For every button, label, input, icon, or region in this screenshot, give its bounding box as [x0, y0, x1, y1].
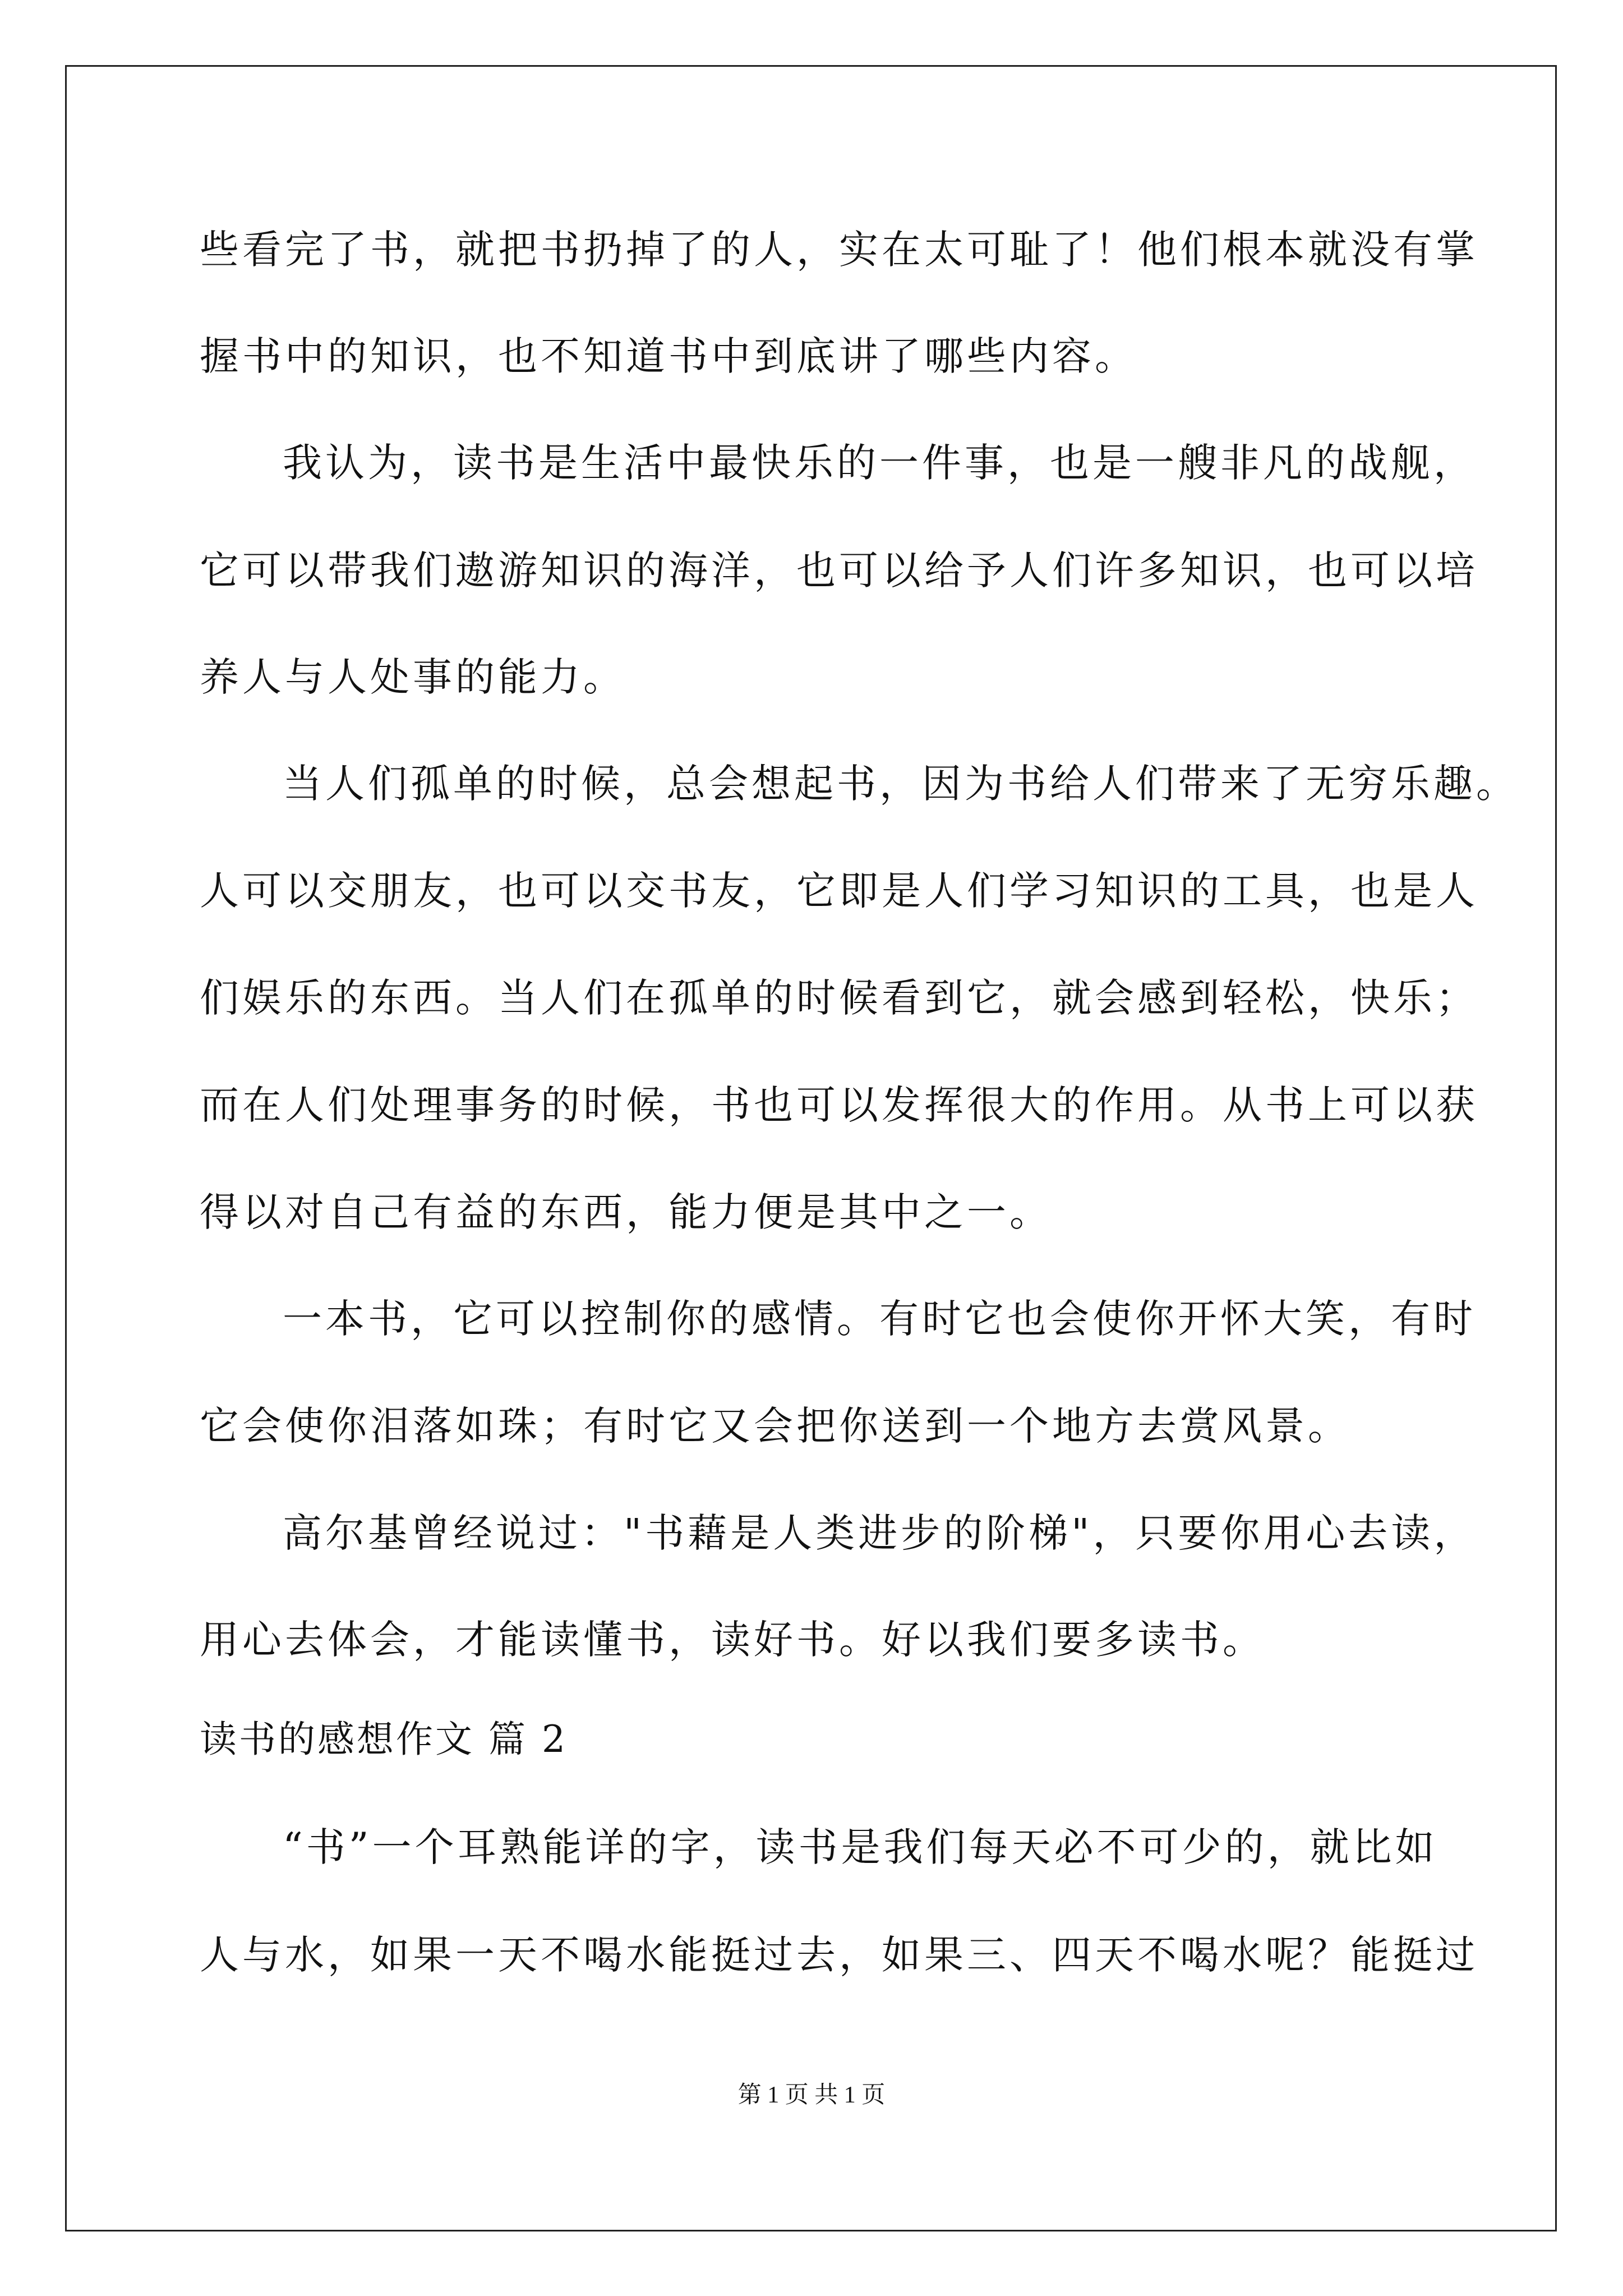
text-line: 我认为，读书是生活中最快乐的一件事，也是一艘非凡的战舰， [283, 440, 1476, 486]
text-line: 它会使你泪落如珠；有时它又会把你送到一个地方去赏风景。 [200, 1403, 1350, 1449]
text-line: 一本书，它可以控制你的感情。有时它也会使你开怀大笑，有时 [283, 1296, 1476, 1342]
page-border [65, 65, 1557, 2231]
text-line: 用心去体会，才能读懂书，读好书。好以我们要多读书。 [200, 1617, 1265, 1663]
text-line: 高尔基曾经说过："书藉是人类进步的阶梯"，只要你用心去读， [283, 1510, 1477, 1556]
page-footer: 第 1 页 共 1 页 [737, 2082, 886, 2108]
text-line: 人与水，如果一天不喝水能挺过去，如果三、四天不喝水呢？能挺过 [200, 1932, 1478, 1978]
text-line: 们娱乐的东西。当人们在孤单的时候看到它，就会感到轻松，快乐； [200, 975, 1478, 1021]
text-line: 当人们孤单的时候，总会想起书，因为书给人们带来了无穷乐趣。 [283, 761, 1519, 807]
text-line: 些看完了书，就把书扔掉了的人，实在太可耻了！他们根本就没有掌 [200, 227, 1478, 273]
text-line: “书”一个耳熟能详的字，读书是我们每天必不可少的，就比如 [283, 1824, 1438, 1870]
text-line: 握书中的知识，也不知道书中到底讲了哪些内容。 [200, 333, 1137, 379]
text-line: 人可以交朋友，也可以交书友，它即是人们学习知识的工具，也是人 [200, 868, 1478, 914]
text-line: 得以对自己有益的东西，能力便是其中之一。 [200, 1189, 1052, 1235]
text-line: 它可以带我们遨游知识的海洋，也可以给予人们许多知识，也可以培 [200, 547, 1478, 593]
text-line: 养人与人处事的能力。 [200, 654, 626, 700]
text-line: 而在人们处理事务的时候，书也可以发挥很大的作用。从书上可以获 [200, 1082, 1478, 1128]
section-heading: 读书的感想作文 篇 2 [200, 1718, 568, 1761]
